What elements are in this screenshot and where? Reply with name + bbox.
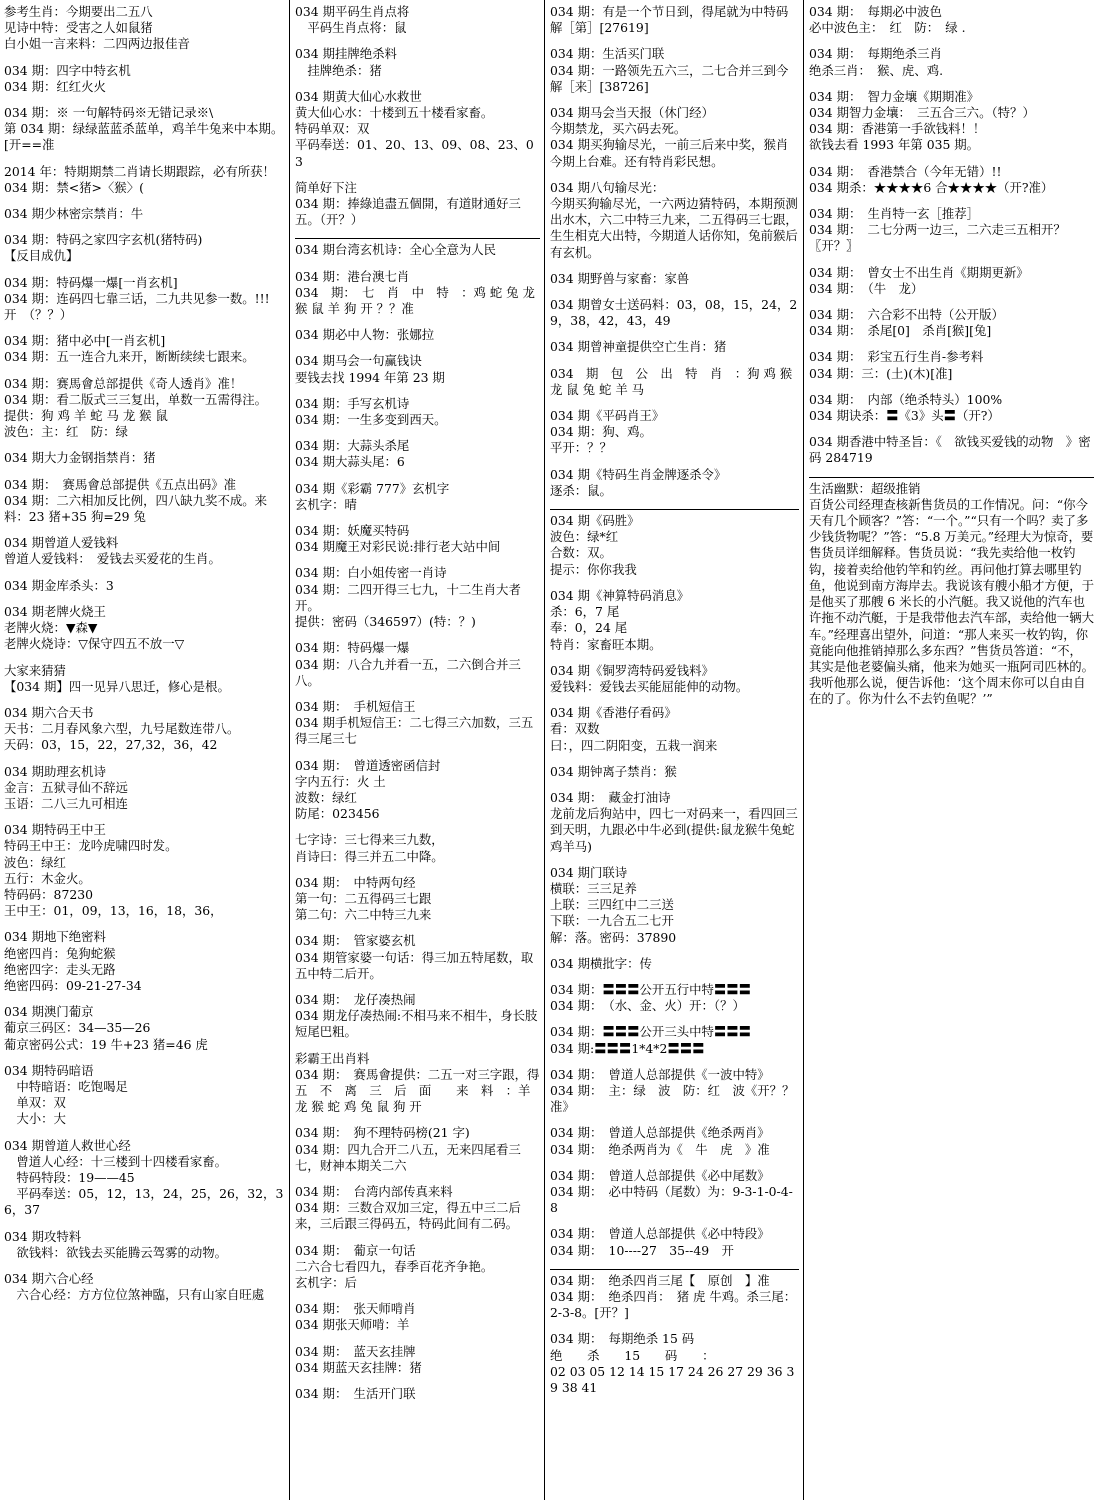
text-line: 034 期龙仔凑热闹:不相马来不相牛，身长肢短尾巴粗。 (295, 1008, 538, 1040)
text-line: 034 期：香港第一手欲钱料！！ (809, 121, 986, 137)
text-line: 034 期门联诗 (550, 864, 628, 880)
text-line: 提供：密码（346597）(特：？) (295, 614, 476, 630)
text-line: 绝密四肖：兔狗蛇猴 (4, 945, 116, 961)
text-block (4, 450, 285, 466)
text-line: 034 期： 赛馬會总部提供《五点出码》准 (4, 476, 237, 492)
text-block (809, 434, 1094, 466)
text-line: 034 期：四九合开二八五，无来四尾看三七，财神本期关二六 (295, 1141, 521, 1173)
text-line: 034 期： 曾道人总部提供《必中尾数》 (550, 1167, 770, 1183)
text-line: 034 期钟离子禁肖：猴 (550, 763, 677, 779)
text-line: 平开：？？ (550, 440, 612, 456)
text-line: 034 期：有是一个节日到，得尾就为中特码解［第］[27619] (550, 4, 789, 36)
text-line: 034 期： 七 肖 中 特 ：鸡 蛇 兔 龙 猴 鼠 羊 狗 开 ？？准 (295, 284, 539, 317)
text-line: 034 期： 中特两句经 (295, 874, 416, 890)
text-block (295, 1184, 540, 1233)
text-line: 034 期：〓〓〓公开五行中特〓〓〓 (550, 981, 752, 997)
text-line: 034 期： 每期必中波色 (809, 4, 942, 19)
text-block (295, 180, 540, 229)
text-line: 爱钱料：爱钱去买能屈能伸的动物。 (550, 678, 749, 694)
text-block (809, 89, 1094, 154)
text-line: 034 期横批字：传 (550, 955, 652, 971)
text-line: 平码生肖点将：鼠 (295, 20, 407, 36)
text-line: 参考生肖：今期要出二五八 (4, 4, 153, 19)
text-block (295, 1301, 540, 1333)
text-block (4, 105, 285, 154)
text-line: 034 期：特码之家四字玄机(猪特码) (4, 232, 203, 248)
text-line: 034 期： 杀尾[0] 杀肖[猴][兔] (809, 323, 992, 339)
text-line: 034 期：二六相加反比例，四八缺九奖不成。来料：23 猪+35 狗=29 兔 (4, 492, 268, 525)
text-line: 玄机字：后 (295, 1275, 357, 1290)
text-line: 034 期：五一连合九来开，断断续续七跟来。 (4, 349, 255, 365)
text-line: 生活幽默：超级推销 (809, 480, 921, 496)
column-4 (805, 0, 1098, 1500)
text-line: 七字诗：三七得来三九数， (295, 832, 444, 848)
text-line: 百货公司经理查核新售货员的工作情况。问：“你今天有几个顾客？”答：“一个。”“只有一个吗？卖了多少钱货物呢？”答：“5.8 万美元。”经理大为惊奇，要售货员详细解释。售货员说：“我先卖给他一枚钓钩，接着卖给他钓竿和钓丝。再问他打算去哪里钓鱼，他说到南方海岸去。我说该有艘小船才方便，于是他买了那艘 6 米长的小汽艇。我又说他的汽车也许拖不动汽艇，于是我带他去汽车部，卖给他一辆大车。”经理喜出望外，问道：“那人来买一枚钓钩，你竟能向他推销掉那么多东西？”售货员答道：“不，其实是他老婆偏头痛，他来为她买一瓶阿司匹林的。我听他那么说，便告诉他：‘这个周末你可以自由自在的了。你为什么不去钓鱼呢？’” (809, 496, 1094, 707)
text-line: 平码奉送：05，12，13，24，25，26，32，36，37 (4, 1186, 284, 1218)
text-line: 034 期：看二版式三三复出，单数一五需得注。 (4, 391, 268, 407)
text-line: 034 期台湾玄机诗：全心全意为人民 (295, 242, 497, 258)
text-line: 五行：木金火。 (4, 870, 91, 886)
text-block (295, 832, 540, 864)
text-line: 034 期《神算特码消息》 (550, 587, 690, 603)
text-line: 034 期:〓〓〓1*4*2〓〓〓 (550, 1040, 705, 1056)
text-line: 天书：二月春风象六型，九号尾数连带八。 (4, 721, 240, 737)
text-line: 034 期： 曾女士不出生肖《期期更新》 (809, 264, 1029, 280)
text-line: 034 期：〓〓〓公开三头中特〓〓〓 (550, 1024, 752, 1040)
text-line: 034 期 包 公 出 特 肖 ：狗 鸡 猴 龙 鼠 兔 蛇 羊 马 (550, 365, 797, 397)
text-block (550, 663, 799, 695)
text-block (295, 4, 540, 36)
text-line: 波色：主：红 防：绿 (4, 424, 128, 440)
text-line: 034 期： 曾道人总部提供《绝杀两肖》 (550, 1125, 770, 1141)
text-line: 龙前龙后狗站中，四七一对码来一，看四回三到天明，九跟必中牛必到(提供:鼠龙猴牛兔蛇鸡羊马) (550, 806, 798, 854)
text-block (809, 265, 1094, 297)
text-line: 波色：绿红 (4, 854, 66, 870)
text-line: 034 期： 绝杀两肖为《 牛 虎 》准 (550, 1141, 770, 1157)
text-block (550, 408, 799, 457)
text-block (295, 269, 540, 318)
text-line: 曾道人心经：十三楼到十四楼看家畜。 (4, 1153, 228, 1169)
text-line: 034 期：禁<猪>〈猴〉( (4, 179, 144, 195)
text-line: 034 期： （牛 龙） (809, 280, 924, 296)
text-block (295, 992, 540, 1041)
text-line: 彩霸王出肖料 (295, 1050, 370, 1066)
text-block (4, 1004, 285, 1053)
text-line: 第一句：二五得码三七跟 (295, 890, 432, 906)
text-line: 034 期： 生活开门联 (295, 1386, 416, 1402)
text-block (550, 339, 799, 355)
text-block (4, 1063, 285, 1128)
text-line: 034 期： 张天师啃肖 (295, 1301, 416, 1317)
text-block (550, 1067, 799, 1116)
text-line: 今期禁龙，买六码去死。 (550, 121, 687, 137)
text-line: 第 034 期：绿绿蓝蓝杀蓝单，鸡羊牛兔来中本期。[开==准 (4, 121, 284, 153)
text-line: 大家来猜猜 (4, 662, 66, 678)
text-line: 必中波色主： 红 防： 绿 . (809, 20, 966, 36)
text-line: 034 期：一路领先五六三，二七合并三到今解［来］[38726] (550, 62, 789, 94)
text-line: 034 期大蒜头尾：6 (295, 454, 405, 470)
text-line: 034 期：白小姐传密一肖诗 (295, 565, 447, 581)
text-line: 034 期：手写玄机诗 (295, 395, 410, 411)
text-block (295, 1125, 540, 1174)
text-line: 034 期： 六合彩不出特（公开版） (809, 307, 1004, 323)
text-line: 034 期：三：(土)(木)[准] (809, 365, 953, 381)
text-line: 六合心经：方方位位煞神臨，只有山家自旺處 (4, 1287, 265, 1303)
text-block (809, 4, 1094, 36)
text-line: 034 期：港台澳七肖 (295, 268, 410, 284)
text-block (295, 481, 540, 513)
text-line: 034 期特码王中王 (4, 822, 106, 838)
text-block (550, 764, 799, 780)
text-block (4, 663, 285, 695)
text-line: 绝密四码：09-21-27-34 (4, 977, 142, 993)
text-line: 034 期六合天书 (4, 704, 94, 720)
text-line: 玄机字：晴 (295, 496, 357, 512)
text-line: 034 期：猪中必中[一肖玄机] (4, 333, 166, 349)
text-line: 曰：，四二阴阳变，五栽一润来 (550, 737, 718, 753)
text-block (809, 307, 1094, 339)
text-line: 今期买狗输尽光，一六两边猜特码，本期预测出水木，六二中特三九来，二五得码三七跟，生生相克大出特，今期道人话你知，兔前猴后有玄机。 (550, 196, 798, 260)
text-line: 034 期： 智力金壤《期期准》 (809, 88, 980, 104)
text-line: 034 期：三数合双加三定，得五中三二后来，三后跟三得码五，特码此间有二码。 (295, 1200, 521, 1232)
text-line: 2014 年：特期期禁二肖请长期跟踪，必有所获！ (4, 163, 275, 179)
text-block (4, 1271, 285, 1303)
text-line: 034 期： 管家婆玄机 (295, 933, 416, 949)
text-block (295, 353, 540, 385)
text-block (550, 588, 799, 653)
text-block (809, 164, 1094, 196)
text-line: 葡京三码区：34—35—26 (4, 1020, 151, 1036)
text-line: 绝杀三肖： 猴、虎、鸡. (809, 62, 944, 78)
text-block (295, 640, 540, 689)
text-line: 老牌火烧诗：▽保守四五不放一▽ (4, 636, 185, 652)
text-block (4, 705, 285, 754)
text-line: 034 期老牌火烧王 (4, 603, 106, 619)
text-line: 034 期： 台湾内部传真来料 (295, 1183, 453, 1199)
text-block (4, 63, 285, 95)
text-block (550, 790, 799, 855)
text-line: 欲钱料：欲钱去买能腾云驾雾的动物。 (4, 1244, 228, 1260)
text-block (550, 180, 799, 261)
text-line: 【034 期】四一见异八思迁，修心是根。 (4, 678, 230, 694)
text-line: 【反目成仇】 (4, 248, 79, 264)
text-block (4, 929, 285, 994)
text-line: 034 期：赛馬會总部提供《奇人透肖》准！ (4, 375, 243, 391)
text-block (4, 232, 285, 264)
text-block (550, 467, 799, 499)
text-line: 034 期澳门葡京 (4, 1004, 94, 1020)
text-block (4, 1138, 285, 1219)
text-block (809, 46, 1094, 78)
text-line: 提示：你你我我 (550, 561, 637, 577)
text-line: 034 期：八合九并看一五，二六倒合并三八。 (295, 656, 521, 688)
text-line: 合数：双。 (550, 545, 612, 561)
text-line: 特码特段：19——45 (4, 1169, 135, 1185)
text-block (4, 477, 285, 526)
text-line: 034 期： 蓝天玄挂牌 (295, 1343, 416, 1359)
text-line: 肖诗曰：得三并五二中降。 (295, 848, 444, 864)
text-line: 034 期平码生肖点将 (295, 4, 410, 19)
text-line: 034 期曾神童提供空亡生肖：猪 (550, 339, 727, 355)
text-block (550, 982, 799, 1014)
text-line: 034 期： 内部（绝杀特头）100% (809, 391, 1003, 407)
text-line: 034 期：狗、鸡。 (550, 424, 652, 440)
text-line: 防尾：023456 (295, 806, 380, 822)
text-block (4, 1229, 285, 1261)
text-line: 034 期《码胜》 (550, 513, 640, 529)
text-block (550, 1024, 799, 1056)
text-line: 奉：0，24 尾 (550, 620, 628, 636)
text-line: 034 期： 10----27 35--49 开 (550, 1242, 734, 1258)
text-block (4, 333, 285, 365)
text-block (295, 396, 540, 428)
text-line: 天码：03，15，22，27,32，36，42 (4, 737, 218, 753)
text-block (550, 865, 799, 946)
text-block (4, 4, 285, 53)
text-block (550, 509, 799, 578)
text-line: 034 期杀：★★★★6 合★★★★（开?准） (809, 179, 1054, 195)
text-line: 曾道人爱钱料： 爱钱去买爱花的生肖。 (4, 551, 221, 567)
text-line: 横联：三三足养 (550, 880, 637, 896)
text-block (550, 105, 799, 170)
text-line: 034 期必中人物：张娜拉 (295, 327, 435, 343)
text-line: 034 期： 香港禁合（今年无错）!! (809, 163, 1002, 179)
text-line: 上联：三四红中二三送 (550, 897, 674, 913)
text-block (4, 164, 285, 196)
text-line: 特码码：87230 (4, 886, 93, 902)
text-block (295, 758, 540, 823)
text-line: 034 期： 每期绝杀 15 码 (550, 1331, 695, 1347)
text-line: 034 期：大蒜头杀尾 (295, 438, 410, 454)
text-line: 034 期：※ 一句解特码※无错记录※\ (4, 105, 214, 121)
column-2 (291, 0, 545, 1500)
text-line: 034 期蓝天玄挂牌：猪 (295, 1359, 422, 1375)
text-line: 034 期诀杀：〓《3》头〓（开?） (809, 408, 1000, 424)
text-line: 特肖：家畜旺本期。 (550, 636, 662, 652)
text-line: 034 期《香港仔看码》 (550, 705, 677, 721)
text-line: 波色：绿*红 (550, 529, 619, 545)
text-line: 034 期： 曾道透密函信封 (295, 757, 441, 773)
text-line: 逐杀：鼠。 (550, 482, 612, 498)
text-line: 034 期《铜罗湾特码爱钱料》 (550, 662, 714, 678)
text-block (550, 297, 799, 329)
text-line: 034 期管家婆一句话：得三加五特尾数，取五中特二后开。 (295, 949, 534, 981)
text-line: 034 期《彩霸 777》玄机字 (295, 480, 450, 496)
text-line: 绝密四字：走头无路 (4, 961, 116, 977)
text-block (4, 376, 285, 441)
text-line: 下联：一九合五二七开 (550, 913, 674, 929)
text-block (295, 1051, 540, 1116)
text-line: 034 期：捧綠追盡五個開，有道財通好三五。（开？） (295, 196, 521, 228)
text-line: 034 期香港中特圣旨：《 欲钱买爱钱的动物 》密码 284719 (809, 434, 1091, 466)
text-line: 034 期张天师啃：羊 (295, 1317, 410, 1333)
text-line: 034 期攻特料 (4, 1228, 82, 1244)
text-block (295, 1243, 540, 1292)
text-block (295, 875, 540, 924)
text-line: 平码奉送：01、20、13、09、08、23、03 (295, 137, 534, 169)
text-line: 02 03 05 12 14 15 17 24 26 27 29 36 39 38 41 (550, 1363, 795, 1396)
text-line: 034 期马会当天报（休门经） (550, 105, 714, 121)
text-line: 王中王：01，09，13，16，18，36， (4, 903, 223, 919)
text-line: 034 期： 手机短信王 (295, 698, 416, 714)
text-block (295, 1386, 540, 1402)
text-block (550, 1331, 799, 1396)
text-line: 034 期挂牌绝杀料 (295, 46, 397, 62)
text-block (550, 1168, 799, 1217)
text-line: 中特暗语：吃饱喝足 (4, 1078, 128, 1094)
text-block (550, 366, 799, 398)
text-line: 034 期地下绝密料 (4, 929, 106, 945)
text-line: 034 期： 曾道人总部提供《一波中特》 (550, 1066, 770, 1082)
text-line: 字内五行：火 土 (295, 773, 386, 789)
text-block (550, 271, 799, 287)
text-line: 第二句：六二中特三九来 (295, 907, 432, 923)
text-line: 034 期：二四开得三七九，十二生肖大者开。 (295, 581, 521, 613)
text-line: 提供：狗 鸡 羊 蛇 马 龙 猴 鼠 (4, 408, 168, 424)
text-line: 034 期： 绝杀四肖三尾【 原创 】准 (550, 1272, 770, 1288)
text-line: 034 期： 赛馬會提供：二五一对三字跟，得五 不 离 三 后 面 来 料 ：羊 龙 猴 蛇 鸡 兔 鼠 狗 开 (295, 1066, 540, 1115)
text-line: 034 期马会一句赢钱诀 (295, 353, 422, 369)
text-block (550, 1125, 799, 1157)
text-line: 特码王中王：龙吟虎啸四时发。 (4, 838, 178, 854)
text-line: 034 期： 主：绿 波 防：红 波《开？？准》 (550, 1082, 795, 1115)
text-block (4, 578, 285, 594)
text-line: 034 期：特码爆一爆 (295, 640, 410, 656)
text-line: 要钱去找 1994 年第 23 期 (295, 369, 445, 385)
text-line: 看：双数 (550, 721, 600, 737)
text-line: 解：落。密码：37890 (550, 929, 677, 945)
text-line: 特码单双：双 (295, 121, 370, 137)
text-line: 034 期：妖魔买特码 (295, 523, 410, 539)
text-block (809, 206, 1094, 255)
text-line: 034 期特码暗语 (4, 1062, 94, 1078)
text-line: 单双：双 (4, 1095, 66, 1111)
text-line: 034 期《平码肖王》 (550, 408, 665, 424)
text-line: 034 期智力金壤： 三五合三六。（特？） (809, 105, 1035, 121)
text-line: 034 期： 每期绝杀三肖 (809, 46, 942, 62)
text-line: 杀：6，7 尾 (550, 604, 620, 620)
text-line: 034 期六合心经 (4, 1271, 94, 1286)
text-block (295, 438, 540, 470)
text-block (550, 4, 799, 36)
text-line: 034 期曾道人救世心经 (4, 1137, 131, 1153)
text-line: 034 期： 龙仔凑热闹 (295, 991, 416, 1007)
text-line: 034 期： 狗不理特码榜(21 字) (295, 1125, 470, 1141)
text-line: 二六合七看四九，春季百花齐争艳。 (295, 1258, 494, 1274)
text-line: 见诗中特：受害之人如鼠猪 (4, 20, 153, 36)
text-block (4, 275, 285, 324)
text-block (809, 477, 1094, 708)
text-line: 034 期金库杀头：3 (4, 577, 114, 593)
text-line: 老牌火烧：▼森▼ (4, 620, 98, 636)
text-line: 大小：大 (4, 1111, 66, 1127)
text-block (809, 349, 1094, 381)
text-block (809, 392, 1094, 424)
text-line: 034 期：红红火火 (4, 78, 106, 94)
text-line: 034 期： 生肖特一玄［推荐］ (809, 206, 980, 222)
text-line: 034 期： 彩宝五行生肖-参考料 (809, 349, 984, 365)
text-line: 034 期《特码生肖金牌逐杀令》 (550, 466, 727, 482)
text-block (295, 523, 540, 555)
text-block (4, 764, 285, 813)
text-block (295, 699, 540, 748)
text-block (295, 933, 540, 982)
text-line: 挂牌绝杀：猪 (295, 62, 382, 78)
text-line: 034 期少林密宗禁肖：牛 (4, 206, 144, 222)
column-1 (0, 0, 290, 1500)
text-line: 034 期野兽与家畜：家兽 (550, 270, 690, 286)
text-line: 034 期： （水、金、火）开：（？） (550, 998, 745, 1014)
text-block (295, 46, 540, 78)
text-line: 绝 杀 15 码 ： (550, 1347, 715, 1363)
text-block (295, 238, 540, 258)
text-line: 034 期手机短信王：二七得三六加数，三五得三尾三七 (295, 715, 534, 747)
text-line: 034 期曾女士送码料：03，08，15，24，29，38，42，43，49 (550, 297, 798, 329)
text-line: 034 期买狗输尽光，一前三后来中奖，猴肖今期上台难。还有特肖彩民想。 (550, 137, 789, 169)
text-line: 034 期：连码四七靠三话，二九共见参一数。!!! 开 （？？） (4, 290, 282, 323)
text-block (4, 822, 285, 919)
text-line: 034 期：一生多变到西天。 (295, 412, 447, 428)
text-block (4, 206, 285, 222)
text-block (550, 1269, 799, 1322)
text-line: 波数：绿红 (295, 789, 357, 805)
text-line: 034 期：生活买门联 (550, 46, 665, 62)
text-block (295, 327, 540, 343)
text-line: 034 期： 藏金打油诗 (550, 789, 671, 805)
text-line: 简单好下注 (295, 179, 357, 195)
text-line: 034 期八句输尽光： (550, 179, 665, 195)
text-line: 034 期： 曾道人总部提供《必中特段》 (550, 1226, 770, 1242)
text-line: 白小姐一言来料：二四两边报佳音 (4, 36, 190, 52)
text-block (295, 1344, 540, 1376)
text-block (295, 565, 540, 630)
text-line: 玉语：二八三九可相连 (4, 795, 128, 811)
text-line: 葡京密码公式：19 牛+23 猪=46 虎 (4, 1036, 208, 1052)
text-line: 034 期：特码爆一爆[一肖玄机] (4, 274, 178, 290)
text-block (550, 1226, 799, 1258)
text-line: 034 期大力金钢指禁肖：猪 (4, 450, 156, 466)
text-line: 034 期助理玄机诗 (4, 763, 106, 779)
text-line: 034 期： 二七分两一边三，二六走三五相开？〖开？〗 (809, 222, 1066, 254)
text-block (550, 956, 799, 972)
text-line: 034 期： 必中特码（尾数）为：9-3-1-0-4-8 (550, 1183, 793, 1216)
text-line: 034 期魔王对彩民说:排行老大站中间 (295, 539, 501, 555)
text-block (4, 604, 285, 653)
text-line: 金言：五狱寻仙不辞远 (4, 779, 128, 795)
text-block (550, 705, 799, 754)
text-line: 034 期：四字中特玄机 (4, 62, 131, 78)
text-block (550, 46, 799, 95)
text-block (4, 535, 285, 567)
text-line: 034 期： 绝杀四肖： 猪 虎 牛鸡。杀三尾：2-3-8。[开？] (550, 1289, 797, 1321)
text-block (295, 89, 540, 170)
text-line: 欲钱去看 1993 年第 035 期。 (809, 137, 980, 153)
column-3 (546, 0, 804, 1500)
text-line: 黄大仙心水：十楼到五十楼看家畜。 (295, 105, 494, 121)
text-line: 034 期： 葡京一句话 (295, 1242, 416, 1258)
text-line: 034 期黄大仙心水救世 (295, 88, 422, 104)
text-line: 034 期曾道人爱钱料 (4, 535, 119, 551)
